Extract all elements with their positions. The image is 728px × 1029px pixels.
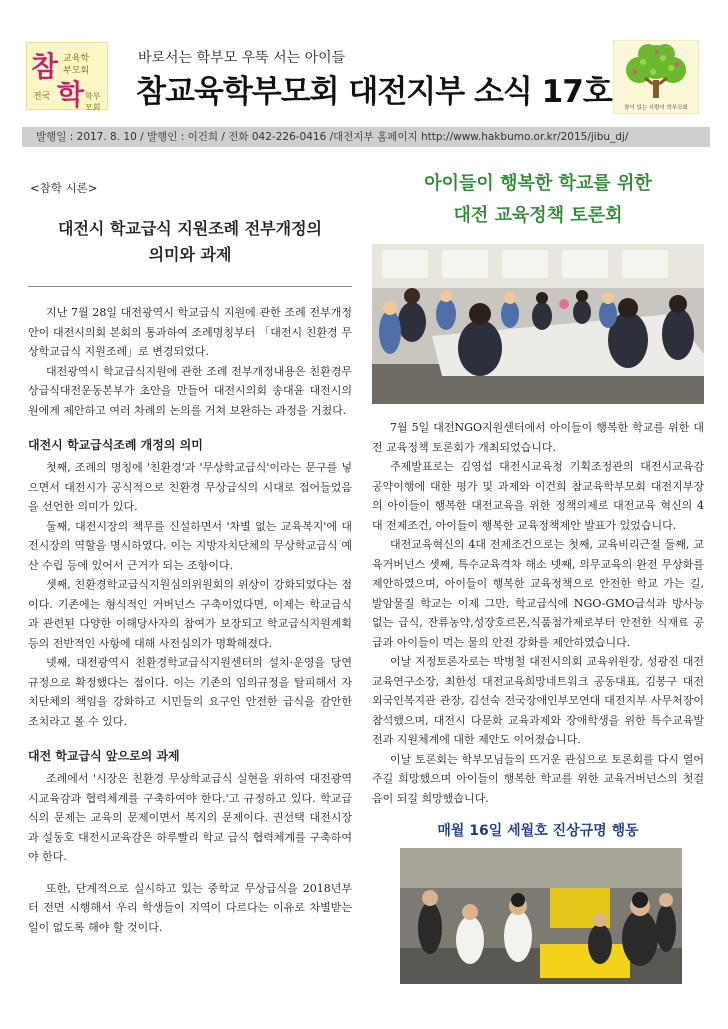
forum-paragraph: 7월 5일 대전NGO지원센터에서 아이들이 행복한 학교를 위한 대전 교육정책 토론회가 개최되었습니다.: [372, 421, 704, 454]
forum-title-line-1: 아이들이 행복한 학교를 위한: [424, 173, 652, 194]
forum-paragraph: 대전교육혁신의 4대 전제조건으로는 첫째, 교육비리근절 둘째, 교육거버넌스 셋째, 특수교육격차 해소 넷째, 의무교육의 완전 무상화를 제안하였으며, 아이들이 행복한 교육정책으로 안전한 학교 가는 길, 발암물질 학교는 이제 그만, 학교급식에 NGO-GMO급식과 방사능 없는 급식, 잔류농약,성장호르몬,식품첨가제로부터 안전한 식재료 공급과 아이들이 먹는 물의 안전 강화를 제안하였습니다.: [372, 538, 704, 649]
forum-paragraph: 이날 지정토론자로는 박병철 대전시의회 교육위원장, 성광진 대전교육연구소장, 최한성 대전교육희망네트워크 공동대표, 김봉구 대전외국인복지관 관장, 김선숙 전국장애인부모연대 대전지부 사무처장이 참석했으며, 대전시 다문화 교육과제와 장애학생을 위한 특수교육발전과 지원체계에 대한 제안도 이어졌습니다.: [372, 655, 704, 746]
article-subheading: 대전시 학교급식조례 개정의 의미: [28, 438, 203, 452]
article-paragraph: 셋째, 친환경학교급식지원심의위원회의 위상이 강화되었다는 점이다. 기존에는 형식적인 거버넌스 구축이었다면, 이제는 학교급식과 관련된 다양한 이해당사자의 참여가 보장되고 학교급식지원계획 등의 전반적인 사항에 대해 사전심의가 명확해졌다.: [28, 578, 352, 650]
article-paragraph: 또한, 단계적으로 실시하고 있는 중학교 무상급식을 2018년부터 전면 시행해서 우리 학생들이 지역이 다르다는 이유로 차별받는 일이 없도록 해야 할 것이다.: [28, 881, 352, 934]
article-paragraph: 둘째, 대전시장의 책무를 신설하면서 '차별 없는 교육복지'에 대전시장의 역할을 명시하였다. 이는 지방자치단체의 무상학교급식 예산 수립 등에 있어서 근거가 되는 조항이다.: [28, 519, 352, 572]
article-paragraph: 조례에서 '시장은 친환경 무상학교급식 실현을 위하여 대전광역시교육감과 협력체계를 구축하여야 한다.'고 규정하고 있다. 학교급식의 문제는 교육의 문제이면서 복지의 문제이다. 권선택 대전시장과 설동호 대전시교육감은 하루빨리 학교 급식 협력체계를 구축하여야 한다.: [28, 772, 352, 863]
logo-small-4: 학부모회: [85, 92, 101, 112]
sewol-caption: 매월 16일 세월호 진상규명 행동: [437, 823, 639, 839]
forum-body: [372, 418, 704, 808]
article-title-line-2: 의미와 과제: [148, 245, 232, 264]
logo-char-2: 학: [57, 78, 85, 111]
logo-small-3: 전국: [33, 92, 51, 102]
article-paragraph: 대전광역시 학교급식지원에 관한 조례 전부개정내용은 친환경무상급식대전운동본부가 초안을 만들어 대전시의회 송대윤 대전시의원에게 제안하고 여러 차례의 논의를 거쳐 보완하는 과정을 거쳤다.: [28, 364, 352, 417]
publication-info-bar: 발행일 : 2017. 8. 10 / 발행인 : 이건희 / 전화 042-226-0416 /대전지부 홈페이지 http://www.hakbumo.or.kr/2015/jibu_dj/: [22, 127, 710, 147]
article-paragraph: 넷째, 대전광역시 친환경학교급식지원센터의 설치·운영을 당연규정으로 확정했다는 점이다. 이는 기존의 임의규정을 탈피해서 자치단체의 책임을 강화하고 시민들의 요구인 안전한 급식을 감안한 조치라고 볼 수 있다.: [28, 656, 352, 728]
article-title-line-1: 대전시 학교급식 지원조례 전부개정의: [57, 219, 322, 238]
title-divider: [28, 286, 352, 287]
logo-small-1: 교육학: [63, 54, 90, 64]
newsletter-title: 참교육학부모회 대전지부 소식 17호: [136, 74, 612, 110]
article-kicker: <참학 시론>: [30, 181, 98, 195]
forum-title: [372, 168, 704, 232]
forum-paragraph: 주제발표로는 김영섭 대전시교육청 기획조정관의 대전시교육감 공약이행에 대한 평가 및 과제와 이건희 참교육학부모회 대전지부장의 아이들이 행복한 대전교육을 위한 정책의제로 대전교육 혁신의 4대 전제조건, 아이들이 행복한 교육정책제안 발표가 있었습니다.: [372, 460, 704, 532]
forum-paragraph: 이날 토론회는 학부모님들의 뜨거운 관심으로 토론회를 다시 열어주길 희망했으며 아이들이 행복한 학교를 위한 교육거버넌스의 첫걸음이 되길 희망했습니다.: [372, 752, 704, 805]
article-title: [28, 216, 352, 268]
tree-logo-caption: 참이 있는 사람이 학부모회: [624, 105, 688, 111]
header-tagline: 바로서는 학부모 우뚝 서는 아이들: [138, 50, 346, 66]
newsletter-header: [0, 0, 728, 120]
forum-title-line-2: 대전 교육정책 토론회: [453, 205, 623, 226]
logo-small-2: 부모회: [63, 66, 90, 76]
article-paragraph: 지난 7월 28일 대전광역시 학교급식 지원에 관한 조례 전부개정안이 대전시의회 본회의 통과하여 조례명칭부터 「대전시 친환경 무상학교급식 지원조례」로 변경되었다.: [28, 306, 352, 358]
article-subheading: 대전 학교급식 앞으로의 과제: [28, 749, 180, 763]
logo-char-1: 참: [31, 50, 59, 83]
forum-article: [372, 168, 704, 984]
editorial-article: [28, 180, 352, 937]
chamhak-logo: [26, 42, 108, 110]
forum-meeting-photo: [372, 244, 704, 404]
article-paragraph: 첫째, 조례의 명칭에 '친환경'과 '무상학교급식'이라는 문구를 넣으면서 대전시가 공식적으로 친환경 무상급식의 시대로 접어들었음을 선언한 의미가 있다.: [28, 461, 352, 513]
tree-logo-icon: [613, 40, 699, 114]
sewol-action-photo: [400, 848, 682, 984]
